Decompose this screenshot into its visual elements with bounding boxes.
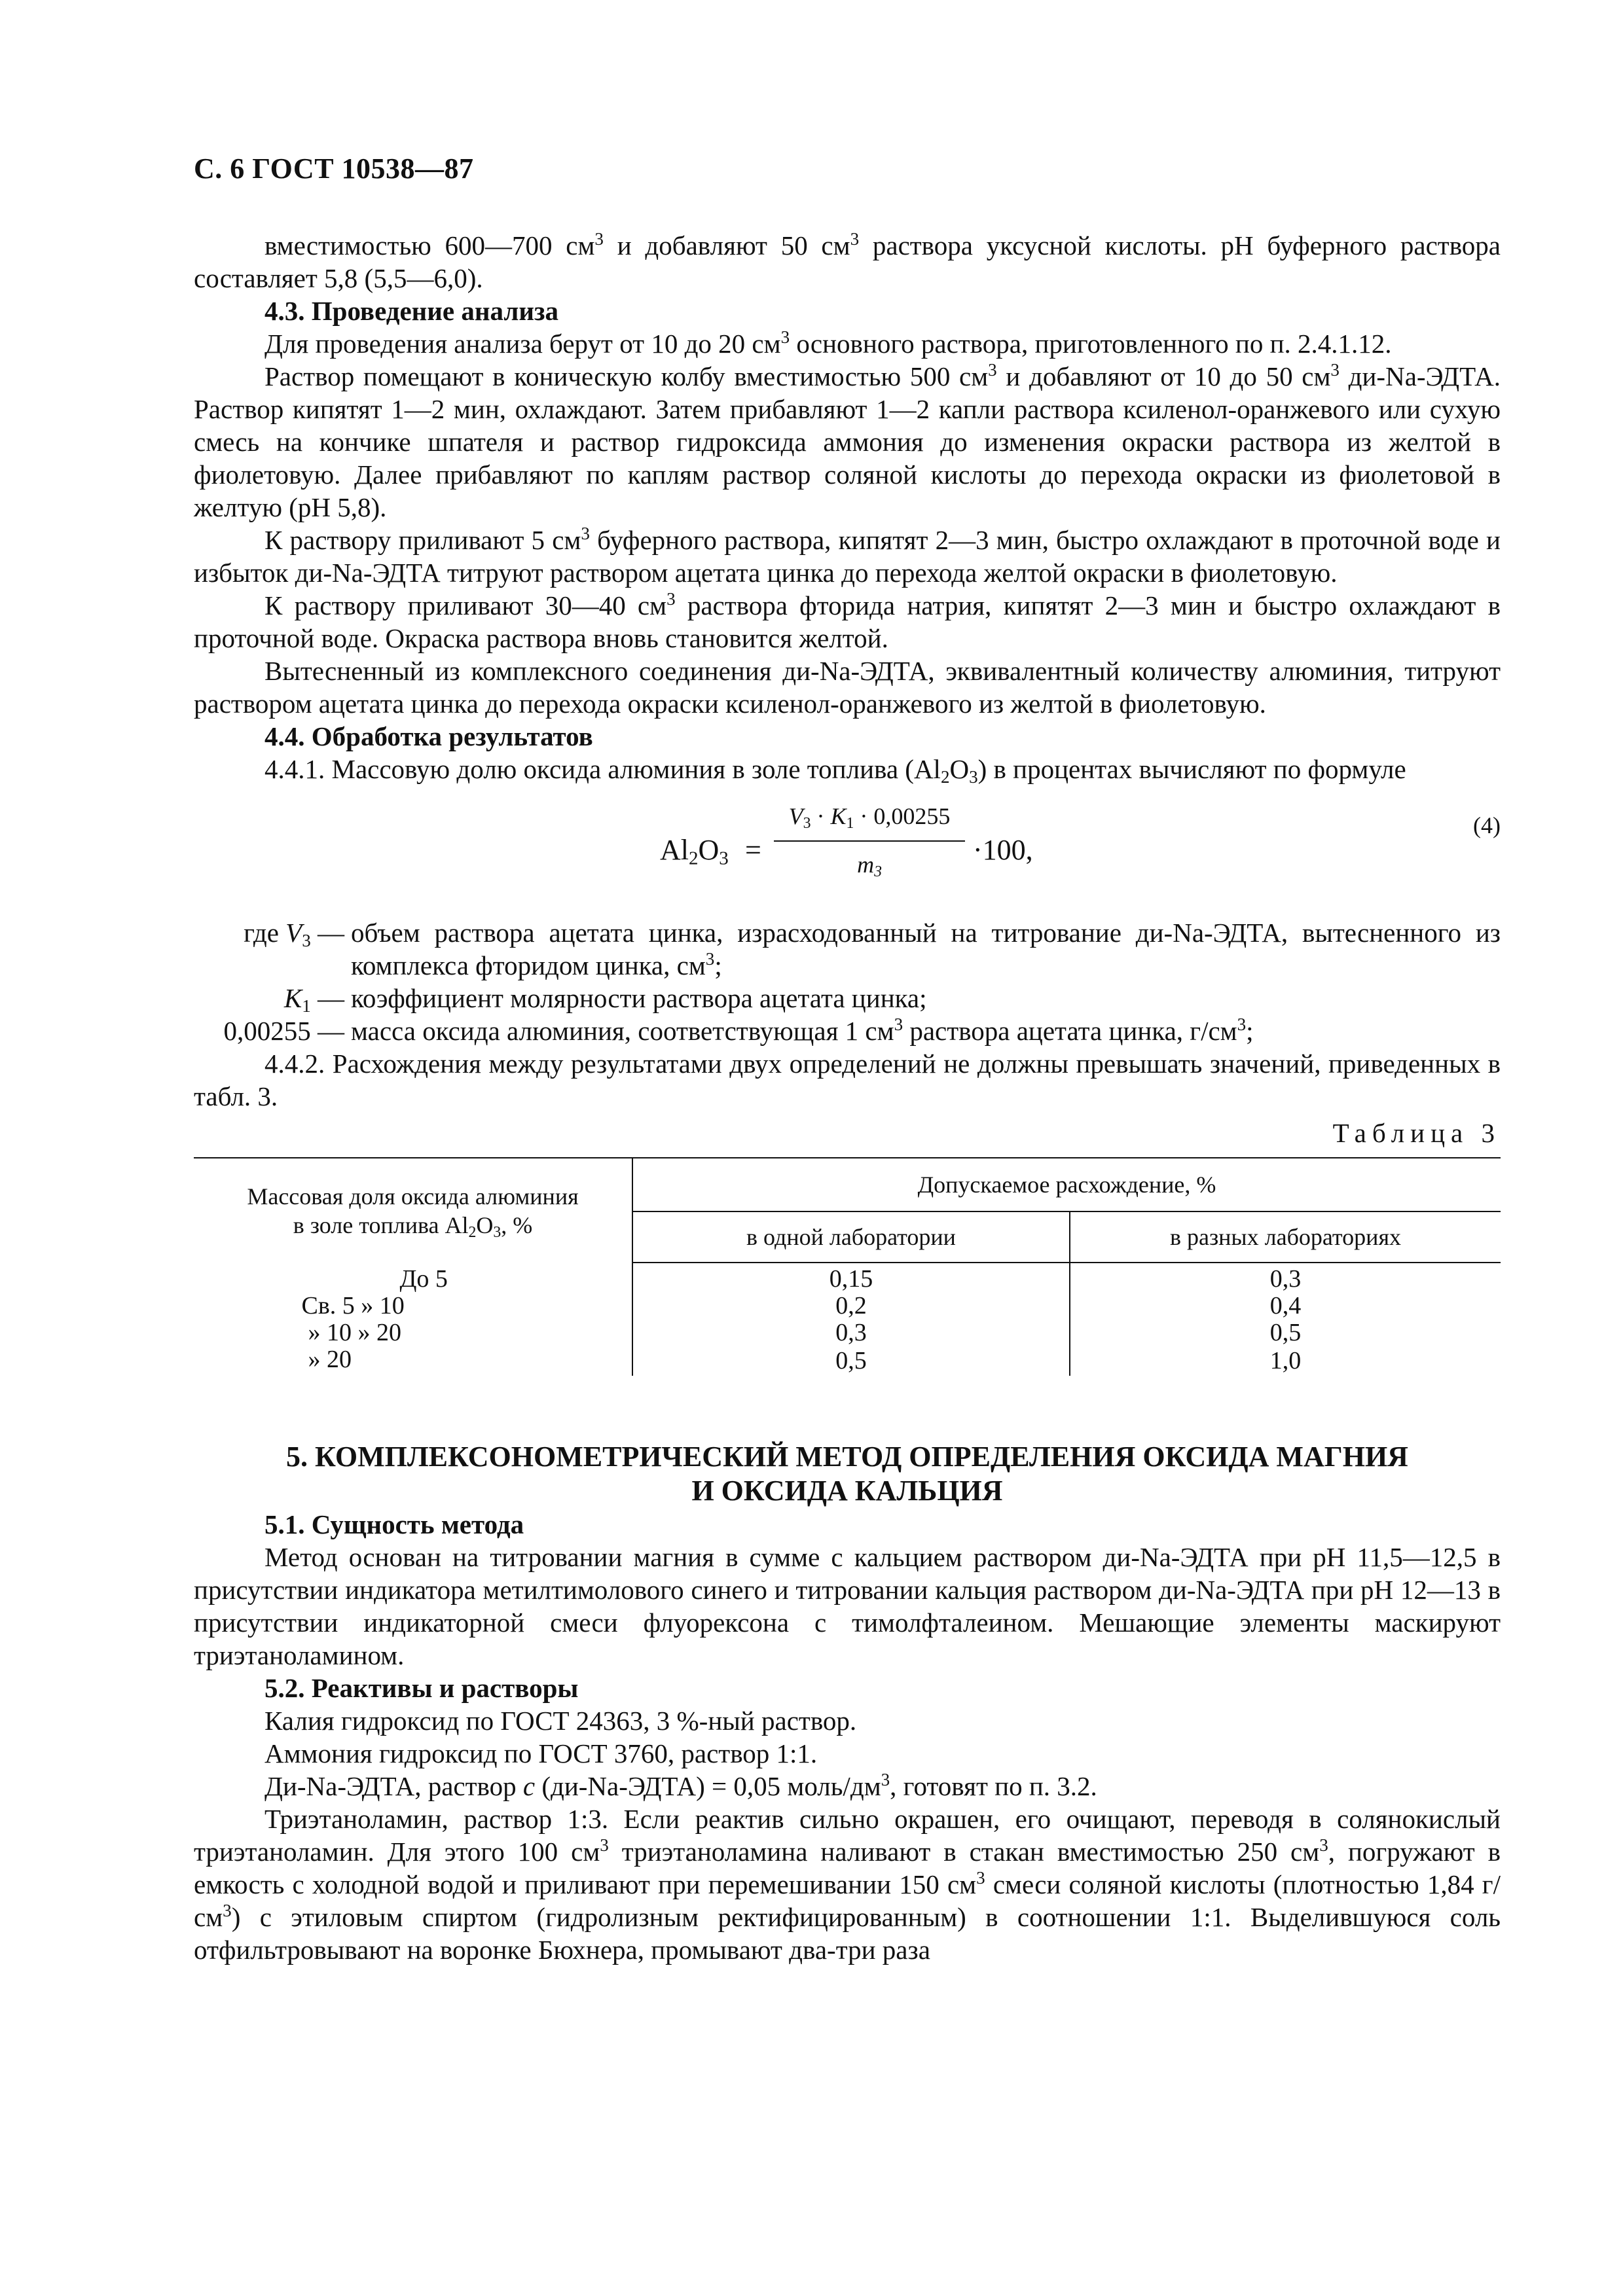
formula-number: (4) bbox=[1473, 812, 1501, 838]
legend-symbol-constant: 0,00255 — bbox=[223, 1016, 344, 1046]
subheading-4-4: 4.4. Обработка результатов bbox=[264, 721, 593, 751]
column-header-one-lab: в одной лаборатории bbox=[632, 1211, 1070, 1263]
formula-4 bbox=[194, 800, 1501, 912]
legend-text-k1: коэффициент молярности раствора ацетата цинка; bbox=[351, 983, 927, 1013]
table-row: » 10 » 20 0,3 0,5 bbox=[194, 1319, 1501, 1346]
table-caption: Таблица 3 bbox=[1332, 1118, 1501, 1148]
legend-symbol-v3: где $V_3$ — bbox=[244, 918, 344, 950]
paragraph-analysis-intro: Для проведения анализа берут от 10 до 20 $см^3$ основного раствора, приготовленного по п. 2.4.1.12. bbox=[264, 327, 1392, 359]
paragraph-reagent-ammonia: Аммония гидроксид по ГОСТ 3760, раствор 1:1. bbox=[264, 1738, 818, 1768]
table-row: » 20 0,5 1,0 bbox=[194, 1346, 1501, 1376]
page-header: С. 6 ГОСТ 10538—87 bbox=[194, 152, 474, 185]
discrepancy-table bbox=[194, 1157, 1501, 1376]
formula-multiplier: ·100, bbox=[973, 834, 1033, 866]
column-group-header: Допускаемое расхождение, % bbox=[632, 1158, 1501, 1211]
subheading-5-1: 5.1. Сущность метода bbox=[264, 1509, 524, 1539]
table-row: Св. 5 » 10 0,2 0,4 bbox=[194, 1293, 1501, 1319]
legend-text-v3: объем раствора ацетата цинка, израсходованный на титрование ди-Na-ЭДТА, вытесненного из комплекса фторидом цинка, $см^3$; bbox=[351, 918, 1501, 980]
legend-text-constant: масса оксида алюминия, соответствующая 1 $см^3$ раствора ацетата цинка, $г/см^3$; bbox=[351, 1014, 1254, 1046]
subheading-5-2: 5.2. Реактивы и растворы bbox=[264, 1673, 579, 1703]
paragraph-analysis-step-3: К раствору приливают 30—40 $см^3$ раствора фторида натрия, кипятят 2—3 мин и быстро охлаждают в проточной воде. Окраска раствора вновь становится желтой. bbox=[194, 589, 1501, 653]
legend-symbol-k1: $K_1$ — bbox=[283, 983, 344, 1016]
column-header-different-labs: в разных лабораториях bbox=[1070, 1211, 1501, 1263]
formula-numerator: $V_3 \cdot K_1 \cdot 0,00255$ bbox=[788, 803, 951, 832]
paragraph-4-4-1: 4.4.1. Массовую долю оксида алюминия в золе топлива $(Al_2O_3)$ в процентах вычисляют по формуле bbox=[264, 754, 1406, 787]
table-row: До 5 0,15 0,3 bbox=[194, 1263, 1501, 1293]
fraction-bar bbox=[774, 840, 965, 842]
column-header-mass-fraction: Массовая доля оксида алюминия в золе топлива $Al_2O_3$, % bbox=[194, 1158, 632, 1263]
formula-legend bbox=[194, 916, 1501, 1047]
section-5-title: 5. КОМПЛЕКСОНОМЕТРИЧЕСКИЙ МЕТОД ОПРЕДЕЛЕНИЯ ОКСИДА МАГНИЯ И ОКСИДА КАЛЬЦИЯ bbox=[286, 1441, 1408, 1507]
paragraph-reagent-edta: Ди-Na-ЭДТА, раствор c (ди-Na-ЭДТА) = 0,05 моль/$дм^3$, готовят по п. 3.2. bbox=[264, 1770, 1097, 1801]
formula-equals: = bbox=[745, 834, 761, 866]
document-body bbox=[194, 229, 1501, 1966]
paragraph-buffer-end: вместимостью 600—700 $см^3$ и добавляют 50 $см^3$ раствора уксусной кислоты. рН буферного раствора составляет 5,8 (5,5—6,0). bbox=[194, 229, 1501, 293]
paragraph-reagent-triethanolamine: Триэтаноламин, раствор 1:3. Если реактив сильно окрашен, его очищают, переводя в солянокислый триэтаноламин. Для этого 100 $см^3$ триэтаноламина наливают в стакан вместимостью 250 $см^3$, погружают в емкость с холодной водой и приливают при перемешивании 150 $см^3$ смеси соляной кислоты (плотностью 1,84 $г/см^3$) с этиловым спиртом (гидролизным ректифицированным) в соотношении 1:1. Выделившуюся соль отфильтровывают на воронке Бюхнера, промывают два-три раза bbox=[194, 1804, 1501, 1965]
formula-lhs: $Al_2O_3$ bbox=[660, 834, 729, 869]
paragraph-analysis-step-4: Вытесненный из комплексного соединения ди-Na-ЭДТА, эквивалентный количеству алюминия, титруют раствором ацетата цинка до перехода окраски ксиленол-оранжевого из желтой в фиолетовую. bbox=[194, 656, 1501, 719]
paragraph-analysis-step-1: Раствор помещают в коническую колбу вместимостью 500 $см^3$ и добавляют от 10 до 50 $см^3$ ди-Na-ЭДТА. Раствор кипятят 1—2 мин, охлаждают. Затем прибавляют 1—2 капли раствора ксиленол-оранжевого или сухую смесь на кончике шпателя и раствор гидроксида аммония до изменения окраски раствора из желтой в фиолетовую. Далее прибавляют по каплям раствор соляной кислоты до перехода окраски из фиолетовой в желтую (рН 5,8). bbox=[194, 360, 1501, 522]
subheading-4-3: 4.3. Проведение анализа bbox=[264, 296, 558, 326]
paragraph-4-4-2: 4.4.2. Расхождения между результатами двух определений не должны превышать значений, приведенных в табл. 3. bbox=[194, 1049, 1501, 1111]
paragraph-reagent-koh: Калия гидроксид по ГОСТ 24363, 3 %-ный раствор. bbox=[264, 1706, 857, 1736]
formula-denominator: $m_3$ bbox=[857, 852, 882, 880]
paragraph-method-essence: Метод основан на титровании магния в сумме с кальцием раствором ди-Na-ЭДТА при рН 11,5—12,5 в присутствии индикатора метилтимолового синего и титровании кальция раствором ди-Na-ЭДТА при рН 12—13 в присутствии индикаторной смеси флуорексона с тимолфталеином. Мешающие элементы маскируют триэтаноламином. bbox=[194, 1542, 1501, 1670]
paragraph-analysis-step-2: К раствору приливают 5 $см^3$ буферного раствора, кипятят 2—3 мин, быстро охлаждают в проточной воде и избыток ди-Na-ЭДТА титруют раствором ацетата цинка до перехода желтой окраски в фиолетовую. bbox=[194, 524, 1501, 588]
